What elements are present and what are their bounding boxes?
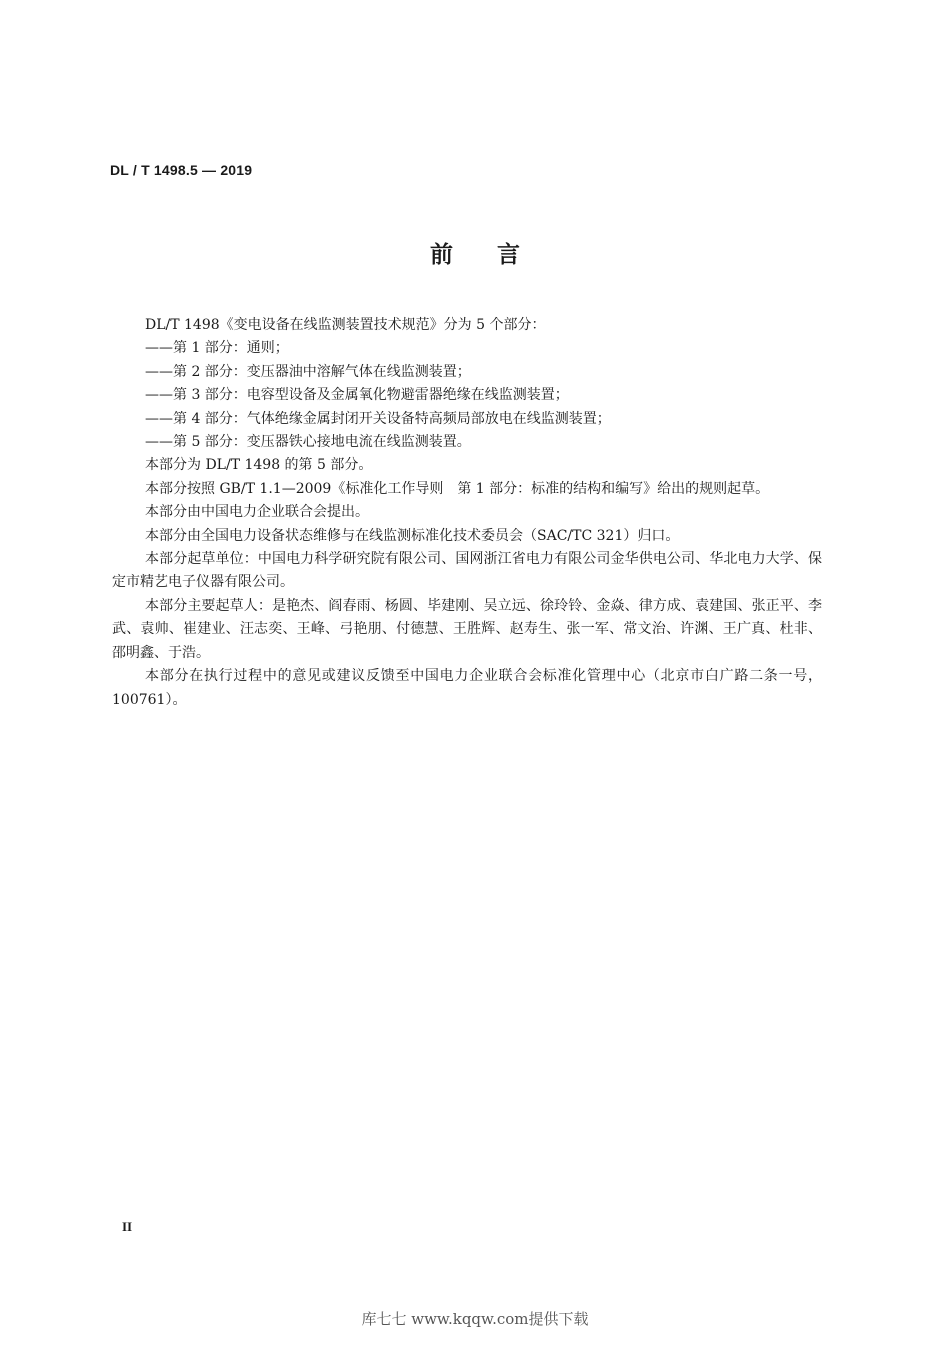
paragraph: 本部分按照 GB/T 1.1—2009《标准化工作导则 第 1 部分：标准的结构和编写》给出的规则起草。 (145, 480, 770, 497)
paragraph: 本部分起草单位：中国电力科学研究院有限公司、国网浙江省电力有限公司金华供电公司、华北电力大学、保定市精艺电子仪器有限公司。 (112, 551, 822, 591)
document-code: DL / T 1498.5 — 2019 (110, 162, 253, 178)
page-title: 前言 (430, 242, 564, 268)
part-list-item: ——第 5 部分：变压器铁心接地电流在线监测装置。 (145, 434, 471, 451)
download-footer: 库七七 www.kqqw.com提供下载 (361, 1310, 589, 1328)
paragraph: 本部分由全国电力设备状态维修与在线监测标准化技术委员会（SAC/TC 321）归口。 (145, 527, 680, 544)
part-list-item: ——第 3 部分：电容型设备及金属氧化物避雷器绝缘在线监测装置； (145, 387, 569, 404)
part-list-item: ——第 1 部分：通则； (145, 340, 289, 357)
intro-paragraph: DL/T 1498《变电设备在线监测装置技术规范》分为 5 个部分： (145, 317, 546, 333)
paragraph: 本部分主要起草人：是艳杰、阎春雨、杨圆、毕建刚、吴立远、徐玲铃、金焱、律方成、袁建国、张正平、李武、袁帅、崔建业、汪志奕、王峰、弓艳朋、付德慧、王胜辉、赵寿生、张一军、常文治、许渊、王广真、杜非、邵明鑫、于浩。 (112, 597, 822, 661)
paragraph: 本部分由中国电力企业联合会提出。 (145, 504, 369, 521)
page-number: II (122, 1219, 133, 1234)
part-list-item: ——第 2 部分：变压器油中溶解气体在线监测装置； (145, 363, 471, 380)
foreword-body (112, 314, 822, 712)
paragraph: 本部分在执行过程中的意见或建议反馈至中国电力企业联合会标准化管理中心（北京市白广路二条一号，100761）。 (112, 668, 822, 708)
paragraph: 本部分为 DL/T 1498 的第 5 部分。 (145, 457, 373, 474)
part-list-item: ——第 4 部分：气体绝缘金属封闭开关设备特高频局部放电在线监测装置； (145, 410, 611, 427)
